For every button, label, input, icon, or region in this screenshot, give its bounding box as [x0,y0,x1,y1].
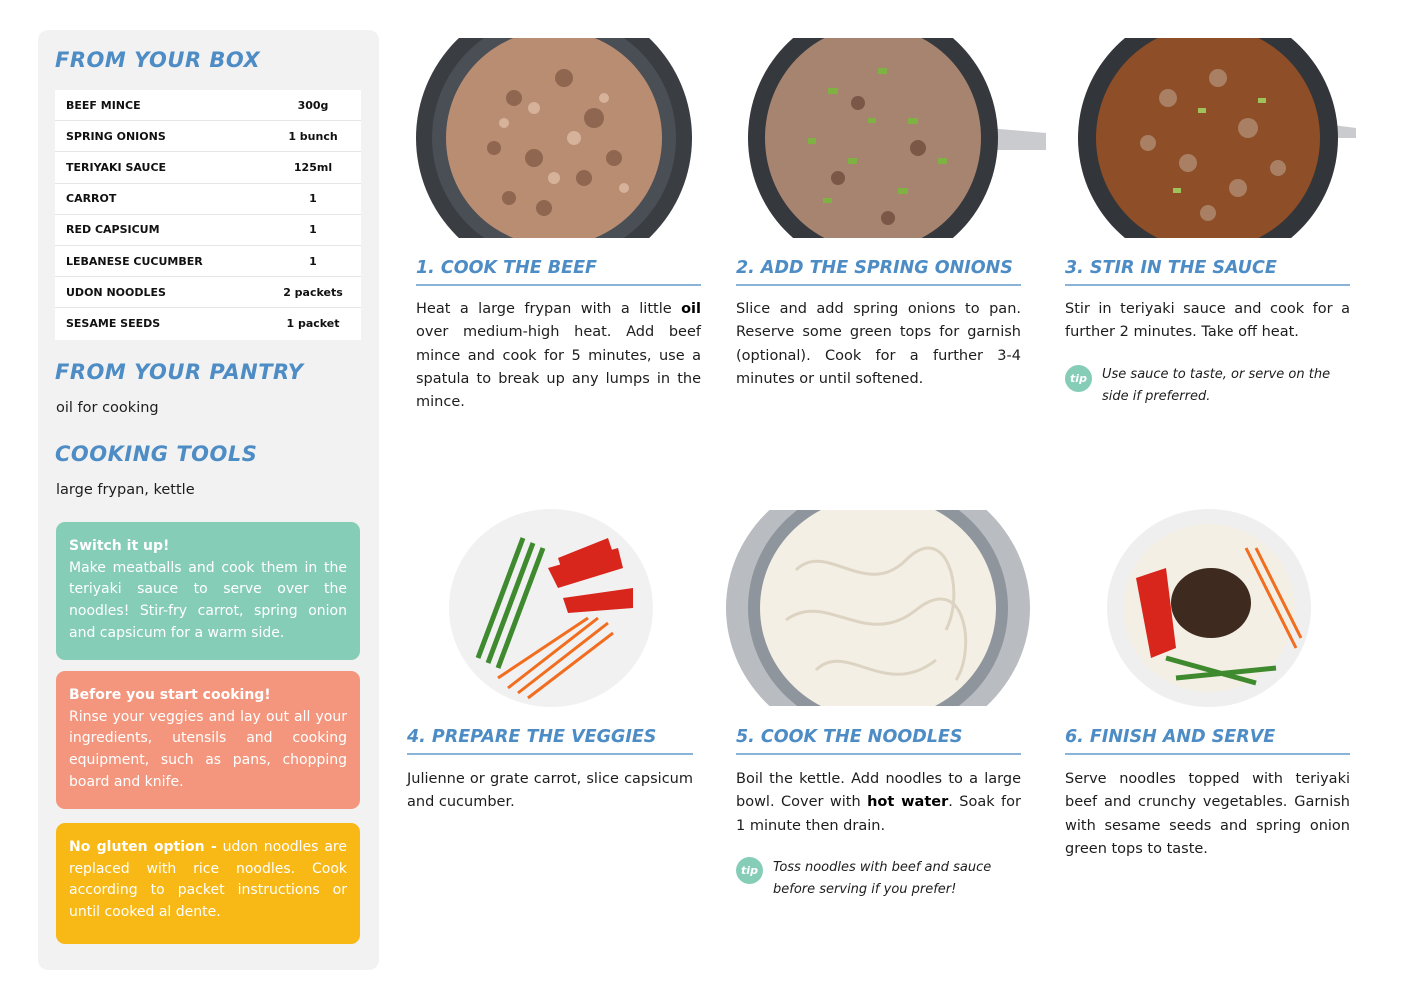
no-gluten-note [56,823,360,944]
switch-it-up-note [56,522,360,660]
ingredient-row [55,121,361,152]
ingredient-name: UDON NOODLES [66,285,166,299]
before-cooking-note [56,671,360,809]
from-your-pantry-heading: FROM YOUR PANTRY [55,360,304,384]
beef-mince-in-pan-image [414,38,704,238]
ingredient-row [55,246,361,277]
step-5-text [736,768,1021,838]
step-4-text: Julienne or grate carrot, slice capsicum and cucumber. [407,771,693,811]
ingredient-row [55,184,361,215]
step-5-text-part: Boil the kettle. Add noodles to a large bowl. Cover with [736,771,1021,811]
beef-with-spring-onions-image [748,38,1048,238]
tip-icon: tip [736,857,763,884]
ingredient-name: TERIYAKI SAUCE [66,160,167,174]
note-title: Before you start cooking! [69,687,271,703]
step-1-text [416,298,701,414]
ingredient-row [55,308,361,339]
ingredient-qty: 1 bunch [288,129,338,143]
step-5-bold: hot water [867,794,949,811]
ingredient-name: SPRING ONIONS [66,129,166,143]
udon-noodles-pot-image [726,510,1031,706]
step-3-tip: Use sauce to taste, or serve on the side if preferred. [1102,367,1331,404]
sliced-vegetables-plate-image [448,508,654,708]
step-5-title: 5. COOK THE NOODLES [736,727,1021,755]
step-6-title: 6. FINISH AND SERVE [1065,727,1350,755]
sidebar [38,30,379,970]
cooking-tools-heading: COOKING TOOLS [55,442,258,466]
from-your-box-heading: FROM YOUR BOX [55,48,261,72]
tip-icon: tip [1065,365,1092,392]
ingredient-name: CARROT [66,192,117,206]
ingredient-qty: 1 [309,192,317,206]
step-2-text: Slice and add spring onions to pan. Reserve some green tops for garnish (optional). Cook for a further 3-4 minutes or until softened. [736,301,1021,387]
step-1-text-part: over medium-high heat. Add beef mince and cook for 5 minutes, use a spatula to break up any lumps in the mince. [416,324,701,411]
step-5-text-part: . Soak for 1 minute then drain. [736,794,1021,834]
ingredient-qty: 1 packet [286,317,340,331]
step-3-title: 3. STIR IN THE SAUCE [1065,258,1350,286]
ingredient-row [55,90,361,121]
step-4-title: 4. PREPARE THE VEGGIES [407,727,693,755]
note-title: No gluten option - [69,839,217,855]
ingredients-table [55,90,361,340]
step-1-bold: oil [681,301,701,317]
step-6-text: Serve noodles topped with teriyaki beef and crunchy vegetables. Garnish with sesame seeds and spring onion green tops to taste. [1065,771,1350,857]
step-3-text: Stir in teriyaki sauce and cook for a further 2 minutes. Take off heat. [1065,301,1350,341]
pantry-text: oil for cooking [56,400,159,416]
ingredient-qty: 1 [309,254,317,268]
ingredient-name: BEEF MINCE [66,98,141,112]
ingredient-qty: 2 packets [283,285,343,299]
ingredient-row [55,215,361,246]
tools-text: large frypan, kettle [56,482,195,498]
step-1-title: 1. COOK THE BEEF [416,258,701,286]
ingredient-row [55,152,361,183]
finished-bowl-image [1106,508,1312,708]
ingredient-qty: 1 [309,223,317,237]
ingredient-qty: 300g [297,98,329,112]
note-title: Switch it up! [69,538,170,554]
note-text: Make meatballs and cook them in the teriyaki sauce to serve over the noodles! Stir-fry carrot, spring onion and capsicum for a warm side. [69,559,347,641]
note-text: udon noodles are replaced with rice noodles. Cook according to packet instructions or until cooked al dente. [69,839,347,921]
step-1-text-part: Heat a large frypan with a little [416,301,682,317]
ingredient-qty: 125ml [293,160,333,174]
step-2-title: 2. ADD THE SPRING ONIONS [736,258,1021,286]
beef-in-teriyaki-sauce-image [1078,38,1358,238]
ingredient-row [55,277,361,308]
ingredient-name: RED CAPSICUM [66,223,160,237]
note-text: Rinse your veggies and lay out all your ingredients, utensils and cooking equipment, such as pans, chopping board and knife. [69,708,347,790]
ingredient-name: LEBANESE CUCUMBER [66,254,203,268]
step-5-tip: Toss noodles with beef and sauce before serving if you prefer! [773,860,992,897]
ingredient-name: SESAME SEEDS [66,317,161,331]
